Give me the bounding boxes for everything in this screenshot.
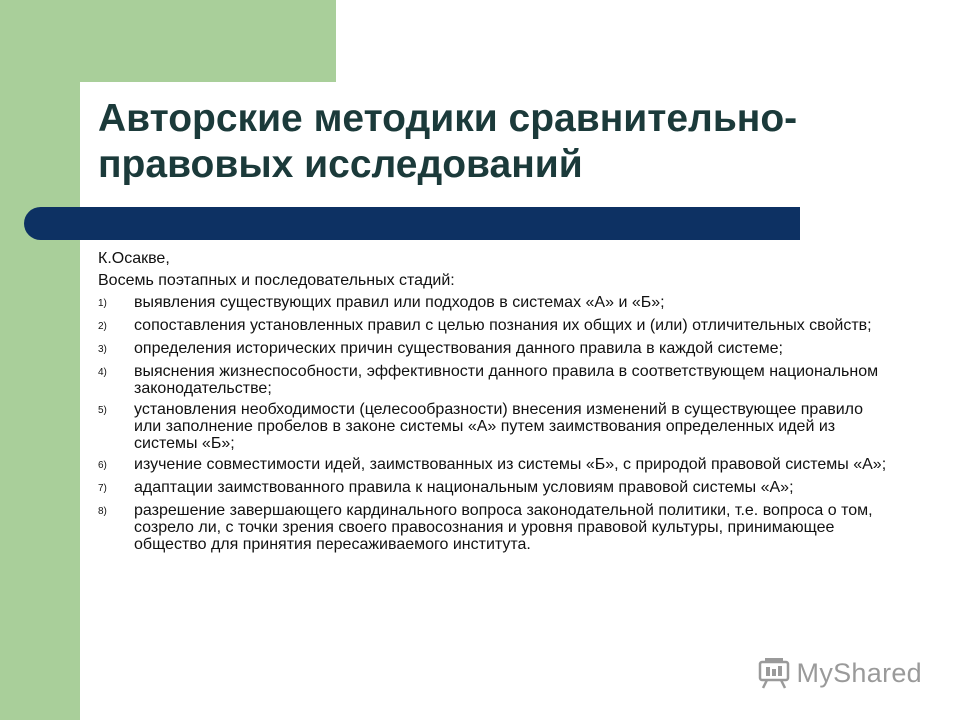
list-item (98, 363, 888, 397)
list-item (98, 317, 888, 336)
list-item-number: 2) (98, 321, 107, 332)
list-item-text: разрешение завершающего кардинального вопроса законодательной политики, т.е. вопроса о том, созрело ли, с точки зрения своего правосознания и уровня правовой культуры, принимающее общество для принятия пересаживаемого института. (134, 502, 873, 553)
steps-list (98, 294, 888, 553)
list-item (98, 294, 888, 313)
list-item (98, 340, 888, 359)
list-item (98, 502, 888, 553)
list-item-number: 6) (98, 460, 107, 471)
slide-content (98, 250, 888, 557)
intro-text: Восемь поэтапных и последовательных стадий: (98, 272, 455, 289)
list-item-text: установления необходимости (целесообразности) внесения изменений в существующее правило или заполнение пробелов в законе системы «А» путем заимствования определенных идей из системы «Б»; (134, 401, 864, 452)
list-item-number: 1) (98, 298, 107, 309)
decorative-left-band (0, 0, 80, 720)
list-item-number: 4) (98, 367, 107, 378)
author-name: К.Осакве, (98, 250, 170, 267)
list-item-number: 8) (98, 506, 107, 517)
list-item-text: изучение совместимости идей, заимствованных из системы «Б», с природой правовой системы «А»; (134, 456, 887, 473)
watermark-logo (757, 656, 922, 690)
list-item-number: 7) (98, 483, 107, 494)
presentation-board-icon (757, 656, 791, 690)
slide-title: Авторские методики сравнительно-правовых исследований (98, 97, 798, 186)
decorative-top-band (80, 0, 336, 82)
title-underline-bar (24, 207, 800, 240)
list-item (98, 456, 888, 475)
list-item (98, 479, 888, 498)
list-item (98, 401, 888, 452)
list-item-number: 5) (98, 405, 107, 416)
list-item-number: 3) (98, 344, 107, 355)
list-item-text: адаптации заимствованного правила к национальным условиям правовой системы «А»; (134, 479, 794, 496)
list-item-text: выяснения жизнеспособности, эффективности данного правила в соответствующем национальном законодательстве; (134, 363, 879, 397)
list-item-text: определения исторических причин существования данного правила в каждой системе; (134, 340, 783, 357)
list-item-text: выявления существующих правил или подходов в системах «А» и «Б»; (134, 294, 665, 311)
list-item-text: сопоставления установленных правил с целью познания их общих и (или) отличительных свойств; (134, 317, 872, 334)
watermark-text: MyShared (796, 657, 922, 688)
